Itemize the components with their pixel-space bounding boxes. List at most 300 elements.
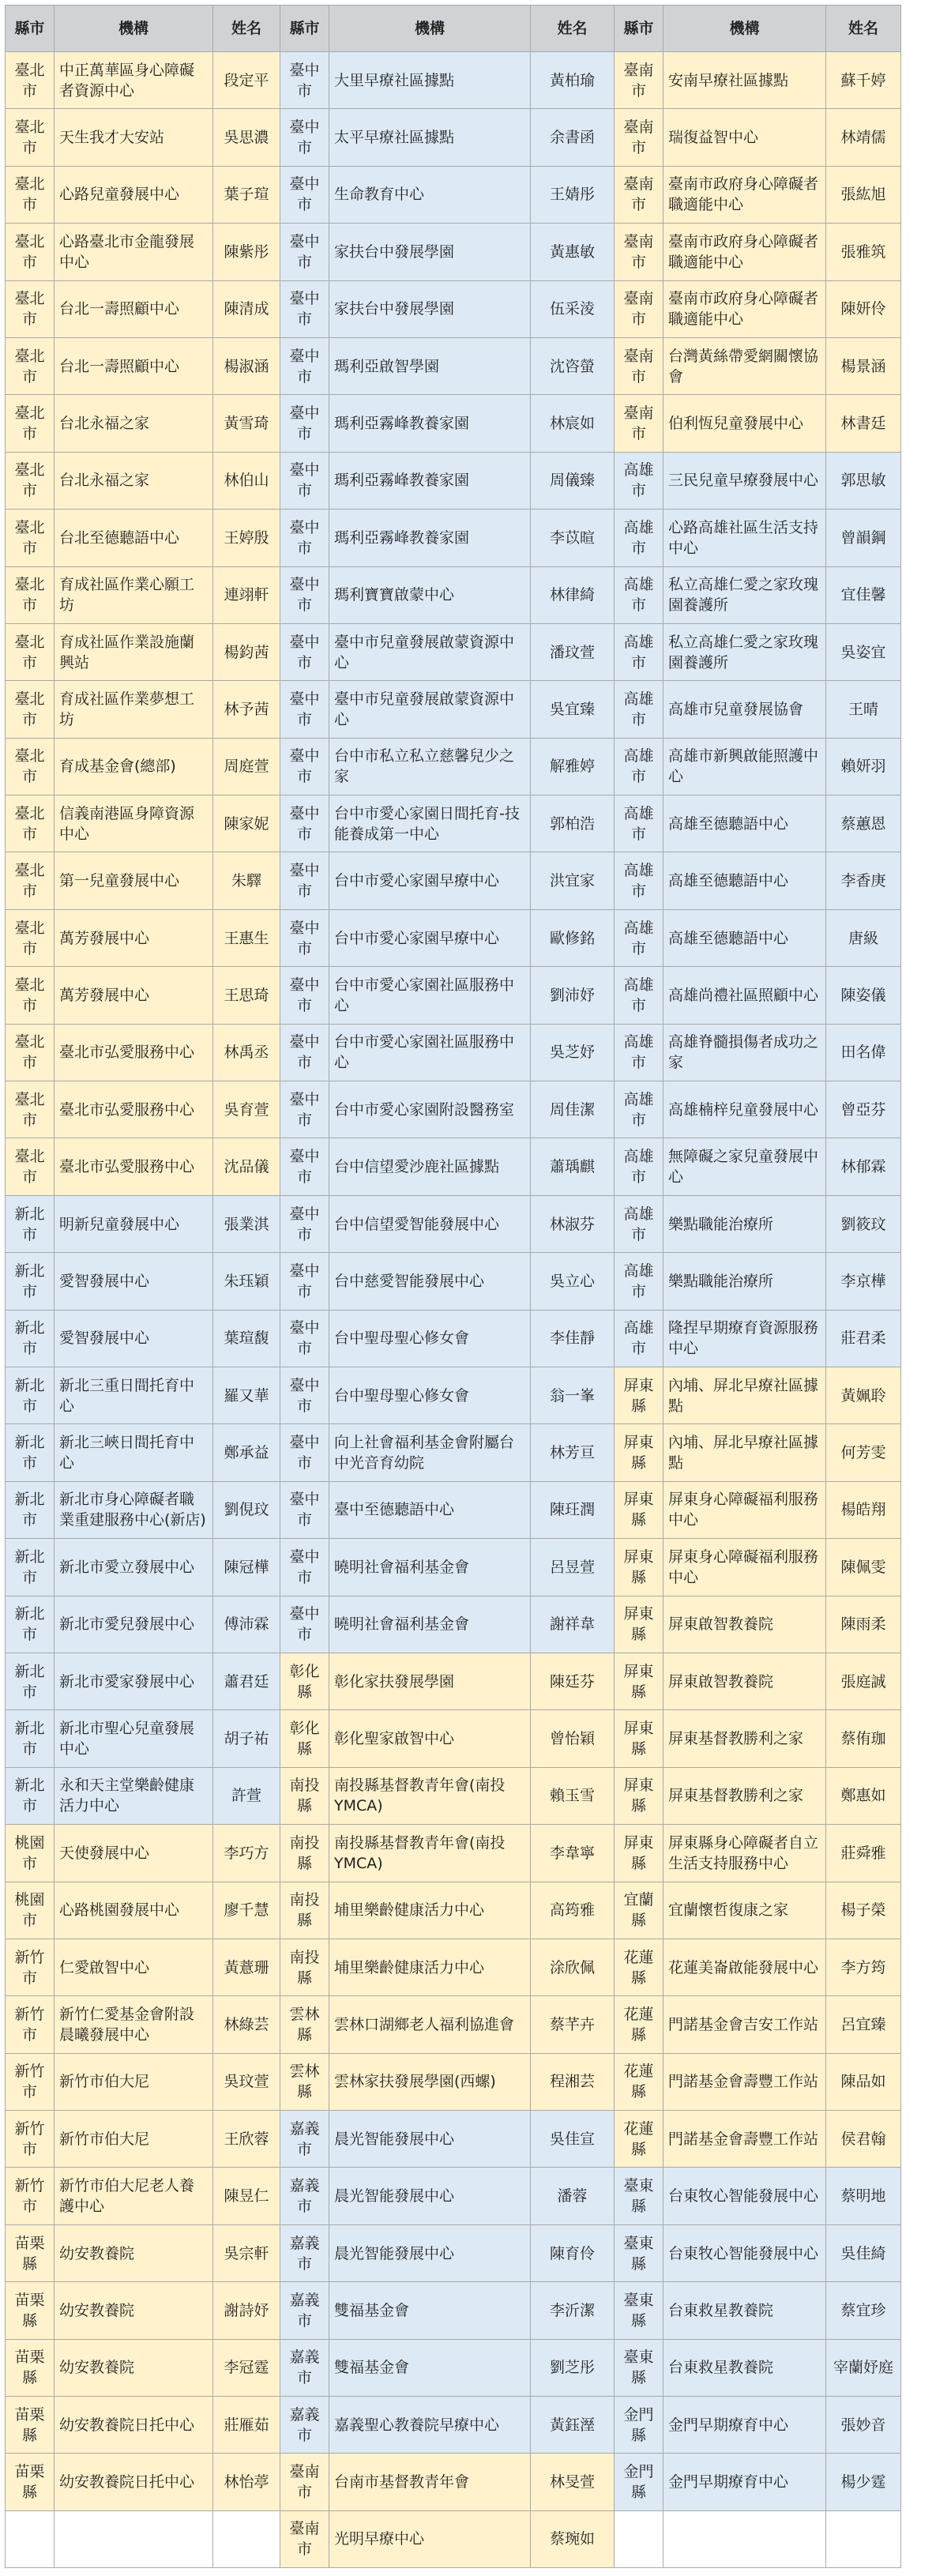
institution-table: [5, 5, 901, 2568]
county-cell: 臺中市: [280, 1596, 329, 1653]
institution-cell: 屏東基督教勝利之家: [663, 1710, 826, 1767]
name-cell: 謝詩妤: [213, 2282, 280, 2339]
name-cell: 蔡侑珈: [826, 1710, 901, 1767]
name-cell: 林芳亘: [531, 1424, 615, 1481]
county-cell: 雲林縣: [280, 2053, 329, 2110]
institution-cell: 瑪利亞霧峰教養家園: [329, 395, 531, 452]
county-cell: 南投縣: [280, 1939, 329, 1995]
county-cell: 新北市: [6, 1310, 55, 1367]
county-cell: 嘉義市: [280, 2111, 329, 2168]
name-cell: 郭思敏: [826, 452, 901, 509]
institution-cell: 高雄至德聽語中心: [663, 909, 826, 966]
name-cell: 陳清成: [213, 280, 280, 337]
county-cell: 臺中市: [280, 1024, 329, 1081]
table-row: [6, 2053, 901, 2110]
county-cell: 臺北市: [6, 1024, 55, 1081]
institution-cell: 萬芳發展中心: [55, 967, 213, 1024]
institution-cell: 私立高雄仁愛之家玫瑰園養護所: [663, 566, 826, 623]
institution-cell: 南投縣基督教青年會(南投YMCA): [329, 1825, 531, 1882]
county-cell: 臺南市: [280, 2454, 329, 2510]
table-row: [6, 224, 901, 280]
name-cell: 林予茜: [213, 681, 280, 738]
name-cell: 黃薏珊: [213, 1939, 280, 1995]
institution-cell: 彰化聖家啟智中心: [329, 1710, 531, 1767]
county-cell: 臺北市: [6, 510, 55, 566]
institution-cell: 台中聖母聖心修女會: [329, 1367, 531, 1423]
header-county-1: 縣市: [6, 6, 55, 52]
institution-cell: 臺北市弘愛服務中心: [55, 1081, 213, 1138]
name-cell: 李佳靜: [531, 1310, 615, 1367]
table-row: [6, 1996, 901, 2053]
institution-cell: 瑪利亞霧峰教養家園: [329, 452, 531, 509]
name-cell: 劉俔玟: [213, 1481, 280, 1538]
table-row: [6, 2168, 901, 2224]
county-cell: 臺東縣: [615, 2282, 663, 2339]
institution-cell: 新竹市伯大尼老人養護中心: [55, 2168, 213, 2224]
name-cell: 林淑芬: [531, 1195, 615, 1252]
table-row: [6, 1253, 901, 1310]
institution-cell: 內埔、屏北早療社區據點: [663, 1424, 826, 1481]
institution-cell: 大里早療社區據點: [329, 52, 531, 109]
institution-cell: 台北一壽照顧中心: [55, 337, 213, 394]
county-cell: 新北市: [6, 1481, 55, 1538]
county-cell: 苗栗縣: [6, 2224, 55, 2281]
county-cell: 南投縣: [280, 1767, 329, 1824]
institution-cell: 高雄尚禮社區照顧中心: [663, 967, 826, 1024]
name-cell: 段定平: [213, 52, 280, 109]
institution-cell: 臺中市兒童發展啟蒙資源中心: [329, 623, 531, 680]
institution-cell: 育成社區作業心願工坊: [55, 566, 213, 623]
county-cell: 花蓮縣: [615, 2111, 663, 2168]
institution-cell: 天生我才大安站: [55, 109, 213, 166]
institution-cell: 新北市愛立發展中心: [55, 1539, 213, 1596]
name-cell: 吳宜臻: [531, 681, 615, 738]
name-cell: 吳玟萱: [213, 2053, 280, 2110]
table-row: [6, 1939, 901, 1995]
county-cell: 高雄市: [615, 1081, 663, 1138]
name-cell: [826, 2510, 901, 2567]
county-cell: 高雄市: [615, 1310, 663, 1367]
name-cell: 翁一峯: [531, 1367, 615, 1423]
county-cell: 臺北市: [6, 1081, 55, 1138]
county-cell: 苗栗縣: [6, 2454, 55, 2510]
institution-cell: 生命教育中心: [329, 166, 531, 223]
county-cell: 嘉義市: [280, 2282, 329, 2339]
name-cell: 張業淇: [213, 1195, 280, 1252]
county-cell: 臺中市: [280, 1310, 329, 1367]
institution-cell: 育成基金會(總部): [55, 738, 213, 795]
name-cell: 宰蘭妤庭: [826, 2339, 901, 2396]
county-cell: 臺中市: [280, 1195, 329, 1252]
name-cell: [213, 2510, 280, 2567]
institution-cell: 台中市愛心家園早療中心: [329, 852, 531, 909]
institution-cell: 高雄脊髓損傷者成功之家: [663, 1024, 826, 1081]
name-cell: 王欣蓉: [213, 2111, 280, 2168]
county-cell: 新北市: [6, 1539, 55, 1596]
name-cell: 葉瑄馥: [213, 1310, 280, 1367]
name-cell: 朱驛: [213, 852, 280, 909]
county-cell: 臺北市: [6, 738, 55, 795]
county-cell: 屏東縣: [615, 1424, 663, 1481]
name-cell: 宜佳馨: [826, 566, 901, 623]
name-cell: 陳紫彤: [213, 224, 280, 280]
institution-cell: 新北市愛兒發展中心: [55, 1596, 213, 1653]
table-row: [6, 1710, 901, 1767]
county-cell: 屏東縣: [615, 1710, 663, 1767]
name-cell: 王惠生: [213, 909, 280, 966]
institution-cell: 台中市愛心家園社區服務中心: [329, 1024, 531, 1081]
table-row: [6, 1767, 901, 1824]
institution-cell: 太平早療社區據點: [329, 109, 531, 166]
county-cell: 高雄市: [615, 909, 663, 966]
county-cell: 臺中市: [280, 1138, 329, 1195]
institution-cell: 台東救星教養院: [663, 2282, 826, 2339]
county-cell: 臺中市: [280, 337, 329, 394]
name-cell: 林旻萱: [531, 2454, 615, 2510]
county-cell: 臺中市: [280, 1424, 329, 1481]
table-row: [6, 1310, 901, 1367]
table-body: [6, 52, 901, 2568]
institution-cell: 金門早期療育中心: [663, 2454, 826, 2510]
name-cell: 李沂潔: [531, 2282, 615, 2339]
county-cell: 臺北市: [6, 280, 55, 337]
name-cell: 林宸如: [531, 395, 615, 452]
institution-cell: 雲林家扶發展學園(西螺): [329, 2053, 531, 2110]
name-cell: 陳雨柔: [826, 1596, 901, 1653]
institution-cell: 屏東啟智教養院: [663, 1653, 826, 1709]
table-row: [6, 1481, 901, 1538]
institution-cell: 台中慈愛智能發展中心: [329, 1253, 531, 1310]
header-county-3: 縣市: [615, 6, 663, 52]
name-cell: 程湘芸: [531, 2053, 615, 2110]
county-cell: 臺北市: [6, 395, 55, 452]
county-cell: 臺東縣: [615, 2224, 663, 2281]
institution-cell: 私立高雄仁愛之家玫瑰園養護所: [663, 623, 826, 680]
institution-cell: 永和天主堂樂齡健康活力中心: [55, 1767, 213, 1824]
institution-cell: 埔里樂齡健康活力中心: [329, 1882, 531, 1939]
name-cell: 陳育伶: [531, 2224, 615, 2281]
table-row: [6, 337, 901, 394]
institution-cell: 幼安教養院: [55, 2224, 213, 2281]
name-cell: 林怡葶: [213, 2454, 280, 2510]
institution-cell: 新北市愛家發展中心: [55, 1653, 213, 1709]
institution-cell: 育成社區作業設施蘭興站: [55, 623, 213, 680]
name-cell: 陳冠樺: [213, 1539, 280, 1596]
institution-cell: 伯利恆兒童發展中心: [663, 395, 826, 452]
name-cell: 謝祥韋: [531, 1596, 615, 1653]
name-cell: 楊皓翔: [826, 1481, 901, 1538]
county-cell: 苗栗縣: [6, 2282, 55, 2339]
name-cell: 李韋寧: [531, 1825, 615, 1882]
name-cell: 吳佳宣: [531, 2111, 615, 2168]
name-cell: 林綠芸: [213, 1996, 280, 2053]
table-row: [6, 280, 901, 337]
county-cell: 屏東縣: [615, 1367, 663, 1423]
institution-cell: 台東牧心智能發展中心: [663, 2168, 826, 2224]
table-row: [6, 1882, 901, 1939]
name-cell: 蔡宜珍: [826, 2282, 901, 2339]
county-cell: 新竹市: [6, 1996, 55, 2053]
institution-cell: 新竹市伯大尼: [55, 2053, 213, 2110]
name-cell: 蕭君廷: [213, 1653, 280, 1709]
name-cell: 陳妍伶: [826, 280, 901, 337]
institution-cell: 台中市愛心家園日間托育-技能養成第一中心: [329, 795, 531, 852]
name-cell: 朱珏穎: [213, 1253, 280, 1310]
county-cell: 南投縣: [280, 1882, 329, 1939]
county-cell: 新北市: [6, 1195, 55, 1252]
name-cell: 黃雪琦: [213, 395, 280, 452]
institution-cell: 台北至德聽語中心: [55, 510, 213, 566]
name-cell: 周庭萱: [213, 738, 280, 795]
institution-cell: 門諾基金會壽豐工作站: [663, 2053, 826, 2110]
institution-cell: 心路桃園發展中心: [55, 1882, 213, 1939]
institution-cell: 高雄至德聽語中心: [663, 852, 826, 909]
institution-cell: 台北永福之家: [55, 395, 213, 452]
county-cell: 新竹市: [6, 2053, 55, 2110]
institution-cell: 新北市身心障礙者職業重建服務中心(新店): [55, 1481, 213, 1538]
county-cell: 苗栗縣: [6, 2397, 55, 2454]
table-row: [6, 109, 901, 166]
institution-cell: 向上社會福利基金會附屬台中光音育幼院: [329, 1424, 531, 1481]
institution-cell: 嘉義聖心教養院早療中心: [329, 2397, 531, 2454]
name-cell: 呂宜臻: [826, 1996, 901, 2053]
county-cell: 新北市: [6, 1253, 55, 1310]
table-row: [6, 2282, 901, 2339]
county-cell: 宜蘭縣: [615, 1882, 663, 1939]
county-cell: 臺中市: [280, 852, 329, 909]
institution-cell: 無障礙之家兒童發展中心: [663, 1138, 826, 1195]
county-cell: 臺中市: [280, 280, 329, 337]
table-row: [6, 1138, 901, 1195]
county-cell: 桃園市: [6, 1882, 55, 1939]
institution-cell: 新北三重日間托育中心: [55, 1367, 213, 1423]
name-cell: 黃鈺溼: [531, 2397, 615, 2454]
institution-cell: 臺南市政府身心障礙者職適能中心: [663, 166, 826, 223]
institution-cell: 新竹市伯大尼: [55, 2111, 213, 2168]
name-cell: 賴妍羽: [826, 738, 901, 795]
county-cell: 高雄市: [615, 1253, 663, 1310]
header-county-2: 縣市: [280, 6, 329, 52]
name-cell: 楊子榮: [826, 1882, 901, 1939]
county-cell: 雲林縣: [280, 1996, 329, 2053]
name-cell: 林禹丞: [213, 1024, 280, 1081]
institution-cell: 門諾基金會壽豐工作站: [663, 2111, 826, 2168]
institution-cell: 育成社區作業夢想工坊: [55, 681, 213, 738]
name-cell: 王婧彤: [531, 166, 615, 223]
name-cell: 吳佳綺: [826, 2224, 901, 2281]
county-cell: 臺中市: [280, 1539, 329, 1596]
name-cell: 陳玨潤: [531, 1481, 615, 1538]
table-row: [6, 1825, 901, 1882]
table-row: [6, 510, 901, 566]
header-name-1: 姓名: [213, 6, 280, 52]
county-cell: 臺北市: [6, 109, 55, 166]
county-cell: 高雄市: [615, 1024, 663, 1081]
institution-cell: 花蓮美崙啟能發展中心: [663, 1939, 826, 1995]
county-cell: 臺北市: [6, 967, 55, 1024]
table-row: [6, 395, 901, 452]
name-cell: 曾亞芬: [826, 1081, 901, 1138]
institution-cell: 雲林口湖鄉老人福利協進會: [329, 1996, 531, 2053]
table-row: [6, 2454, 901, 2510]
institution-cell: 晨光智能發展中心: [329, 2224, 531, 2281]
county-cell: 新北市: [6, 1596, 55, 1653]
name-cell: 李京樺: [826, 1253, 901, 1310]
name-cell: 吳育萱: [213, 1081, 280, 1138]
name-cell: 賴玉雪: [531, 1767, 615, 1824]
county-cell: 新北市: [6, 1767, 55, 1824]
name-cell: 陳佩雯: [826, 1539, 901, 1596]
county-cell: 高雄市: [615, 1195, 663, 1252]
institution-cell: [663, 2510, 826, 2567]
county-cell: 南投縣: [280, 1825, 329, 1882]
county-cell: 臺中市: [280, 795, 329, 852]
county-cell: 臺北市: [6, 224, 55, 280]
table-row: [6, 795, 901, 852]
county-cell: 臺東縣: [615, 2168, 663, 2224]
name-cell: 林書廷: [826, 395, 901, 452]
name-cell: 羅又華: [213, 1367, 280, 1423]
table-row: [6, 681, 901, 738]
name-cell: 吳立心: [531, 1253, 615, 1310]
institution-cell: 台中市私立私立慈馨兒少之家: [329, 738, 531, 795]
county-cell: 臺北市: [6, 623, 55, 680]
table-row: [6, 909, 901, 966]
institution-cell: 明新兒童發展中心: [55, 1195, 213, 1252]
county-cell: 花蓮縣: [615, 2053, 663, 2110]
name-cell: 陳家妮: [213, 795, 280, 852]
institution-cell: 台東牧心智能發展中心: [663, 2224, 826, 2281]
county-cell: 臺中市: [280, 1253, 329, 1310]
institution-cell: 幼安教養院日托中心: [55, 2454, 213, 2510]
county-cell: 臺北市: [6, 795, 55, 852]
institution-cell: 臺中至德聽語中心: [329, 1481, 531, 1538]
county-cell: 嘉義市: [280, 2168, 329, 2224]
institution-cell: 台東救星教養院: [663, 2339, 826, 2396]
institution-cell: 心路高雄社區生活支持中心: [663, 510, 826, 566]
county-cell: 高雄市: [615, 452, 663, 509]
name-cell: 周儀臻: [531, 452, 615, 509]
institution-cell: 新北市聖心兒童發展中心: [55, 1710, 213, 1767]
county-cell: 新竹市: [6, 1939, 55, 1995]
institution-cell: 高雄至德聽語中心: [663, 795, 826, 852]
name-cell: 沈品儀: [213, 1138, 280, 1195]
table-row: [6, 2510, 901, 2567]
name-cell: 林郁霖: [826, 1138, 901, 1195]
name-cell: 潘玟萱: [531, 623, 615, 680]
name-cell: 張妙音: [826, 2397, 901, 2454]
county-cell: 高雄市: [615, 510, 663, 566]
name-cell: 李香庚: [826, 852, 901, 909]
county-cell: 屏東縣: [615, 1825, 663, 1882]
name-cell: 葉子瑄: [213, 166, 280, 223]
institution-cell: 仁愛啟智中心: [55, 1939, 213, 1995]
institution-cell: 曉明社會福利基金會: [329, 1539, 531, 1596]
county-cell: 臺中市: [280, 395, 329, 452]
county-cell: 臺北市: [6, 566, 55, 623]
name-cell: 呂昱萱: [531, 1539, 615, 1596]
institution-cell: 高雄楠梓兒童發展中心: [663, 1081, 826, 1138]
table-row: [6, 1024, 901, 1081]
institution-cell: 台南市基督教青年會: [329, 2454, 531, 2510]
institution-cell: [55, 2510, 213, 2567]
name-cell: 蔡蕙恩: [826, 795, 901, 852]
institution-cell: 愛智發展中心: [55, 1253, 213, 1310]
name-cell: 蔡明地: [826, 2168, 901, 2224]
name-cell: 傅沛霖: [213, 1596, 280, 1653]
county-cell: 新北市: [6, 1653, 55, 1709]
name-cell: 鄭承益: [213, 1424, 280, 1481]
header-institution-3: 機構: [663, 6, 826, 52]
county-cell: 新北市: [6, 1424, 55, 1481]
county-cell: 嘉義市: [280, 2224, 329, 2281]
name-cell: 胡子祐: [213, 1710, 280, 1767]
name-cell: 王思琦: [213, 967, 280, 1024]
name-cell: 張雅筑: [826, 224, 901, 280]
institution-cell: 瑞復益智中心: [663, 109, 826, 166]
institution-cell: 高雄市兒童發展協會: [663, 681, 826, 738]
county-cell: 臺中市: [280, 224, 329, 280]
institution-cell: 金門早期療育中心: [663, 2397, 826, 2454]
name-cell: 吳芝妤: [531, 1024, 615, 1081]
institution-cell: 安南早療社區據點: [663, 52, 826, 109]
institution-cell: 台中信望愛智能發展中心: [329, 1195, 531, 1252]
table-row: [6, 1367, 901, 1423]
name-cell: 李冠霆: [213, 2339, 280, 2396]
institution-cell: 家扶台中發展學園: [329, 224, 531, 280]
name-cell: 楊淑涵: [213, 337, 280, 394]
institution-cell: 第一兒童發展中心: [55, 852, 213, 909]
institution-cell: 光明早療中心: [329, 2510, 531, 2567]
county-cell: 臺中市: [280, 909, 329, 966]
county-cell: 高雄市: [615, 623, 663, 680]
name-cell: 李巧方: [213, 1825, 280, 1882]
county-cell: 花蓮縣: [615, 1996, 663, 2053]
county-cell: 臺北市: [6, 52, 55, 109]
institution-cell: 心路兒童發展中心: [55, 166, 213, 223]
institution-cell: 臺南市政府身心障礙者職適能中心: [663, 224, 826, 280]
institution-cell: 曉明社會福利基金會: [329, 1596, 531, 1653]
institution-cell: 屏東基督教勝利之家: [663, 1767, 826, 1824]
name-cell: 李方筠: [826, 1939, 901, 1995]
table-row: [6, 1596, 901, 1653]
header-name-2: 姓名: [531, 6, 615, 52]
name-cell: 陳姿儀: [826, 967, 901, 1024]
county-cell: 花蓮縣: [615, 1939, 663, 1995]
name-cell: 何芳雯: [826, 1424, 901, 1481]
institution-cell: 臺南市政府身心障礙者職適能中心: [663, 280, 826, 337]
county-cell: 苗栗縣: [6, 2339, 55, 2396]
county-cell: 臺中市: [280, 1367, 329, 1423]
institution-cell: 晨光智能發展中心: [329, 2168, 531, 2224]
name-cell: 曾韻鋼: [826, 510, 901, 566]
institution-cell: 晨光智能發展中心: [329, 2111, 531, 2168]
institution-cell: 台中市愛心家園社區服務中心: [329, 967, 531, 1024]
name-cell: 莊君柔: [826, 1310, 901, 1367]
county-cell: 屏東縣: [615, 1767, 663, 1824]
header-name-3: 姓名: [826, 6, 901, 52]
table-row: [6, 2111, 901, 2168]
name-cell: 唐級: [826, 909, 901, 966]
table-row: [6, 452, 901, 509]
county-cell: 屏東縣: [615, 1481, 663, 1538]
name-cell: 黃柏瑜: [531, 52, 615, 109]
name-cell: 吳思濃: [213, 109, 280, 166]
county-cell: 彰化縣: [280, 1653, 329, 1709]
institution-cell: 瑪利亞霧峰教養家園: [329, 510, 531, 566]
institution-cell: 雙福基金會: [329, 2282, 531, 2339]
name-cell: 劉筱玟: [826, 1195, 901, 1252]
